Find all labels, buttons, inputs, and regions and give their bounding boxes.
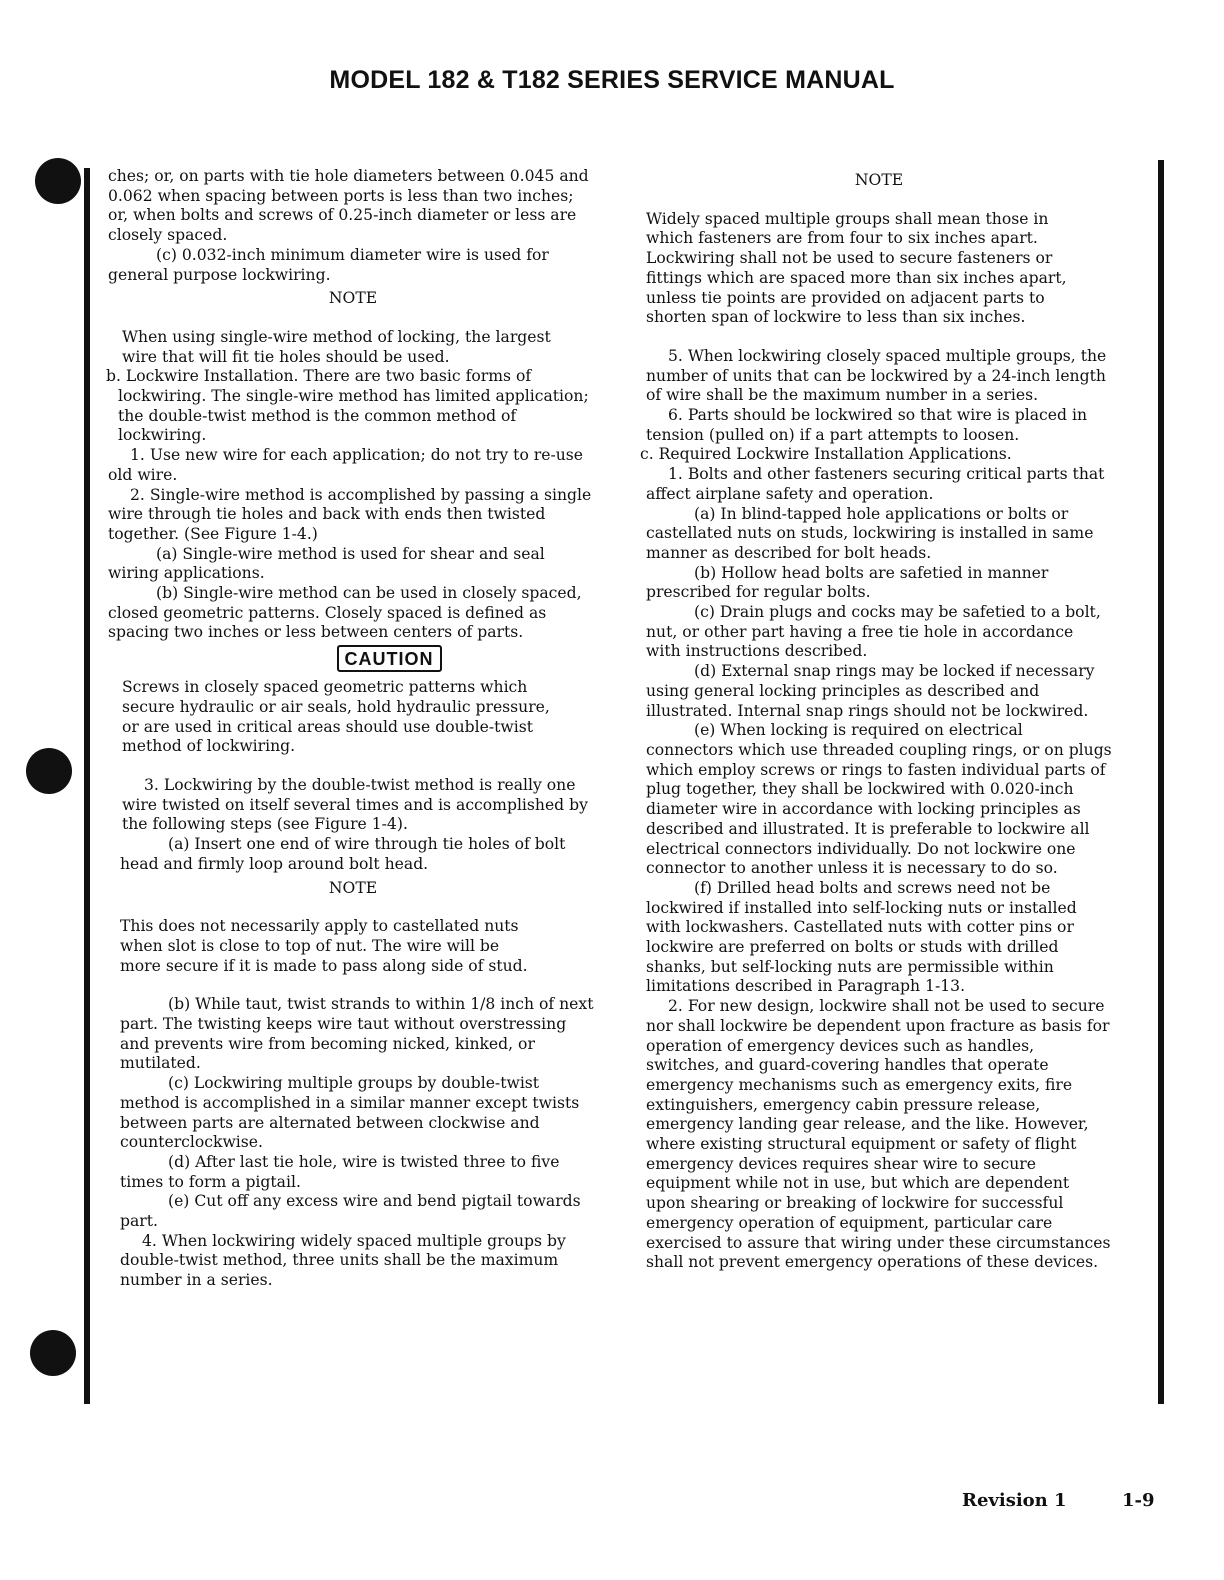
paragraph: (d) External snap rings may be locked if necessary using general locking principles as described and illustrated. Internal snap rings should not be lockwired. xyxy=(646,662,1095,720)
paragraph: (b) Single-wire method can be used in closely spaced, closed geometric patterns. Closely spaced is defined as spacing two inches or less between centers of parts. xyxy=(108,584,582,642)
caution-label: CAUTION xyxy=(337,645,442,672)
paragraph: (a) Insert one end of wire through tie holes of bolt head and firmly loop around bolt head. xyxy=(120,835,566,873)
paragraph: (c) Lockwiring multiple groups by double-twist method is accomplished in a similar manner except twists between parts are alternated between clockwise and counterclockwise. xyxy=(120,1074,580,1152)
right-column xyxy=(640,167,1112,1273)
paragraph: 5. When lockwiring closely spaced multiple groups, the number of units that can be lockwired by a 24-inch length of wire shall be the maximum number in a series. xyxy=(646,346,1107,405)
right-change-bar xyxy=(1158,160,1164,1404)
spacer xyxy=(108,757,598,776)
spacer xyxy=(646,328,1112,347)
paragraph: 4. When lockwiring widely spaced multiple groups by double-twist method, three units shall be the maximum number in a series. xyxy=(120,1231,566,1290)
note-body: Widely spaced multiple groups shall mean those in which fasteners are from four to six inches apart. Lockwiring shall not be used to secure fasteners or fittings which are spaced more than six inches apart, unless tie points are provided on adjacent parts to shorten span of lockwire to less than six inches. xyxy=(646,209,1067,327)
paragraph: (a) In blind-tapped hole applications or bolts or castellated nuts on studs, lockwiring is installed in same manner as described for bolt heads. xyxy=(646,504,1094,562)
paragraph: (b) While taut, twist strands to within 1/8 inch of next part. The twisting keeps wire taut without overstressing and prevents wire from becoming nicked, kinked, or mutilated. xyxy=(120,995,594,1073)
paragraph: 1. Use new wire for each application; do not try to re-use old wire. xyxy=(108,446,584,484)
revision-label: Revision 1 xyxy=(962,1490,1067,1511)
paragraph: c. Required Lockwire Installation Applications. xyxy=(640,445,1012,464)
paragraph: (d) After last tie hole, wire is twisted three to five times to form a pigtail. xyxy=(120,1152,560,1191)
paragraph: 6. Parts should be lockwired so that wire is placed in tension (pulled on) if a part attempts to loosen. xyxy=(646,406,1087,444)
paragraph: ches; or, on parts with tie hole diameters between 0.045 and 0.062 when spacing between ports is less than two inches; or, when bolts and screws of 0.25-inch diameter or less are closely spaced. xyxy=(108,167,589,245)
page-title: MODEL 182 & T182 SERIES SERVICE MANUAL xyxy=(329,66,895,94)
left-column xyxy=(108,167,598,1291)
paragraph: (f) Drilled head bolts and screws need not be lockwired if installed into self-locking nuts or installed with lockwashers. Castellated nuts with cotter pins or lockwire are preferred on bolts or studs with drilled shanks, but self-locking nuts are permissible within limitations described in Paragraph 1-13. xyxy=(646,878,1077,996)
left-change-bar xyxy=(84,168,90,1404)
paragraph: 3. Lockwiring by the double-twist method is really one wire twisted on itself several times and is accomplished by the following steps (see Figure 1-4). xyxy=(122,775,588,834)
paragraph: (e) Cut off any excess wire and bend pigtail towards part. xyxy=(120,1192,581,1231)
binder-hole-bottom xyxy=(30,1330,76,1376)
paragraph: (b) Hollow head bolts are safetied in manner prescribed for regular bolts. xyxy=(646,563,1049,602)
paragraph: 2. Single-wire method is accomplished by passing a single wire through tie holes and back with ends then twisted together. (See Figure 1-4.) xyxy=(108,485,592,543)
spacer xyxy=(108,976,598,995)
paragraph: (c) Drain plugs and cocks may be safetied to a bolt, nut, or other part having a free tie hole in accordance with instructions described. xyxy=(646,603,1101,661)
note-heading: NOTE xyxy=(854,171,904,189)
paragraph: (c) 0.032-inch minimum diameter wire is used for general purpose lockwiring. xyxy=(108,245,549,284)
note-heading: NOTE xyxy=(328,289,378,308)
paragraph: b. Lockwire Installation. There are two basic forms of lockwiring. The single-wire method has limited application; the double-twist method is the common method of lockwiring. xyxy=(106,367,589,445)
binder-hole-top xyxy=(35,158,81,204)
caution-body: Screws in closely spaced geometric patterns which secure hydraulic or air seals, hold hydraulic pressure, or are used in critical areas should use double-twist method of lockwiring. xyxy=(122,678,550,756)
caution-box-wrap xyxy=(180,645,598,672)
paragraph: (e) When locking is required on electrical connectors which use threaded coupling rings, or on plugs which employ screws or rings to fasten individual parts of plug together, they shall be lockwired with 0.020-inch diameter wire in accordance with locking principles as described and illustrated. It is preferable to lockwire all electrical connectors individually. Do not lockwire one connector to another unless it is necessary to do so. xyxy=(646,721,1112,878)
binder-hole-middle xyxy=(26,748,72,794)
paragraph: (a) Single-wire method is used for shear and seal wiring applications. xyxy=(108,544,545,583)
note-body: This does not necessarily apply to castellated nuts when slot is close to top of nut. The wire will be more secure if it is made to pass along side of stud. xyxy=(120,917,528,975)
paragraph: 1. Bolts and other fasteners securing critical parts that affect airplane safety and operation. xyxy=(646,465,1105,503)
paragraph: 2. For new design, lockwire shall not be used to secure nor shall lockwire be dependent upon fracture as basis for operation of emergency devices such as handles, switches, and guard-covering handles that operate emergency mechanisms such as emergency exits, fire extinguishers, emergency cabin pressure release, emergency landing gear release, and the like. However, where existing structural equipment or safety of flight emergency devices requires shear wire to secure equipment while not in use, but which are dependent upon shearing or breaking of lockwire for successful emergency operation of equipment, particular care exercised to assure that wiring under these circumstances shall not prevent emergency operations of these devices. xyxy=(646,997,1111,1272)
note-body: When using single-wire method of locking, the largest wire that will fit tie holes should be used. xyxy=(122,327,551,366)
page-number: 1-9 xyxy=(1122,1490,1155,1511)
note-heading: NOTE xyxy=(328,878,378,897)
